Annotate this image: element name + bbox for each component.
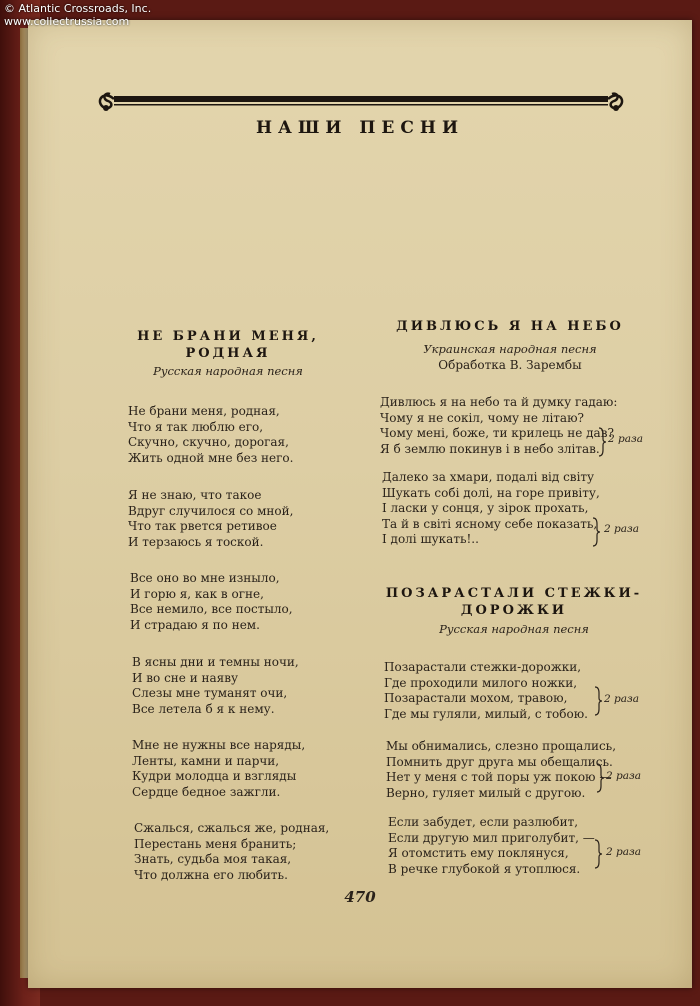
repeat-brace-icon [594, 839, 602, 869]
verse-line: Если забудет, если разлюбит, [388, 815, 579, 829]
verse-line: Сердце бедное зажгли. [132, 784, 281, 799]
verse-line: И во сне и наяву [132, 670, 239, 685]
repeat-brace-icon [594, 686, 602, 716]
verse-line: Вдруг случилося со мной, [128, 503, 294, 518]
verse-line: Дивлюсь я на небо та й думку гадаю: [380, 395, 618, 409]
verse-line: И терзаюсь я тоской. [128, 534, 264, 549]
left-song-title-line-2: РОДНАЯ [185, 346, 271, 361]
verse-line: Нет у меня с той поры уж покою — [386, 770, 612, 784]
verse-line: Слезы мне туманят очи, [132, 686, 288, 700]
verse-line: Что я так люблю его, [128, 419, 264, 434]
verse-line: Все летела б я к нему. [132, 701, 275, 716]
right-song-2-stanza-2 [386, 739, 616, 801]
repeat-note: 2 раза [604, 523, 639, 535]
repeat-brace-icon [596, 763, 604, 793]
verse-line: Мы обнимались, слезно прощались, [386, 739, 617, 753]
verse-line: Мне не нужны все наряды, [132, 738, 306, 752]
watermark-line-2: www.collectrussia.com [4, 15, 130, 28]
verse-line: Если другую мил приголубит, — [388, 830, 595, 845]
right-song-2-title-line-1: ПОЗАРАСТАЛИ СТЕЖКИ- [385, 586, 643, 601]
left-stanza-2 [128, 488, 293, 550]
ornament-header-icon [96, 86, 626, 116]
right-song-1-stanza-2 [382, 470, 600, 548]
verse-line: Кудри молодца и взгляды [132, 769, 297, 783]
left-stanza-4 [132, 655, 299, 717]
left-stanza-3 [130, 571, 293, 633]
page-title: НАШИ ПЕСНИ [255, 118, 465, 138]
verse-line: Чому мені, боже, ти крилець не дав? [380, 426, 614, 440]
repeat-note: 2 раза [608, 433, 643, 445]
verse-line: Все немило, все постыло, [130, 602, 293, 616]
verse-line: Сжалься, сжалься же, родная, [134, 821, 330, 835]
right-song-1-title: ДИВЛЮСЬ Я НА НЕБО [396, 319, 624, 334]
left-song-subtitle: Русская народная песня [153, 364, 303, 378]
verse-line: Позарастали мохом, травою, [384, 691, 568, 705]
left-song-title-line-1: НЕ БРАНИ МЕНЯ, [137, 329, 319, 344]
verse-line: Я не знаю, что такое [128, 488, 262, 502]
repeat-note: 2 раза [606, 846, 641, 858]
verse-line: И страдаю я по нем. [130, 617, 260, 632]
verse-line: Чому я не сокіл, чому не літаю? [380, 410, 584, 425]
repeat-note: 2 раза [606, 770, 641, 782]
verse-line: Ленты, камни и парчи, [132, 753, 280, 768]
verse-line: І ласки у сонця, у зірок прохать, [382, 501, 589, 515]
verse-line: Что так рвется ретивое [128, 519, 277, 533]
right-song-1-credit: Обработка В. Зарембы [438, 358, 582, 372]
page-number: 470 [344, 888, 376, 906]
left-stanza-1 [128, 404, 293, 466]
watermark [4, 2, 151, 28]
right-song-2-title-line-2: ДОРОЖКИ [460, 603, 568, 618]
verse-line: Далеко за хмари, подалі від світу [382, 470, 595, 484]
verse-line: Где мы гуляли, милый, с тобою. [384, 706, 588, 721]
verse-line: Верно, гуляет милый с другою. [386, 785, 586, 800]
repeat-brace-icon [592, 517, 600, 547]
verse-line: Жить одной мне без него. [128, 450, 294, 465]
verse-line: Помнить друг друга мы обещались. [386, 754, 613, 769]
verse-line: Та й в світі ясному себе показать, [382, 516, 598, 531]
verse-line: Скучно, скучно, дорогая, [128, 435, 289, 449]
repeat-note: 2 раза [604, 693, 639, 705]
left-song-title [118, 328, 338, 362]
verse-line: Позарастали стежки-дорожки, [384, 660, 582, 674]
right-song-2-title [376, 585, 652, 619]
verse-line: Я отомстить ему поклянуся, [388, 846, 569, 860]
verse-line: Я б землю покинув і в небо злітав. [380, 441, 600, 456]
verse-line: І долі шукать!.. [382, 532, 479, 546]
watermark-line-1: © Atlantic Crossroads, Inc. [4, 2, 152, 15]
left-stanza-6 [134, 821, 329, 883]
left-stanza-5 [132, 738, 305, 800]
verse-line: И горю я, как в огне, [130, 586, 264, 601]
repeat-brace-icon [598, 427, 606, 457]
right-song-1-subtitle: Украинская народная песня [423, 342, 597, 356]
verse-line: Не брани меня, родная, [128, 404, 280, 418]
right-song-2-stanza-3 [388, 815, 595, 877]
verse-line: Все оно во мне изныло, [130, 571, 280, 585]
verse-line: В речке глубокой я утоплюся. [388, 861, 581, 876]
right-song-2-subtitle: Русская народная песня [439, 622, 589, 636]
verse-line: Где проходили милого ножки, [384, 675, 578, 690]
verse-line: Что должна его любить. [134, 867, 288, 882]
verse-line: Перестань меня бранить; [134, 836, 297, 851]
right-song-2-stanza-1 [384, 660, 588, 722]
verse-line: Знать, судьба моя такая, [134, 852, 292, 866]
verse-line: Шукать собі долі, на горе привіту, [382, 485, 600, 500]
verse-line: В ясны дни и темны ночи, [132, 655, 299, 669]
right-song-1-stanza-1 [380, 395, 617, 457]
